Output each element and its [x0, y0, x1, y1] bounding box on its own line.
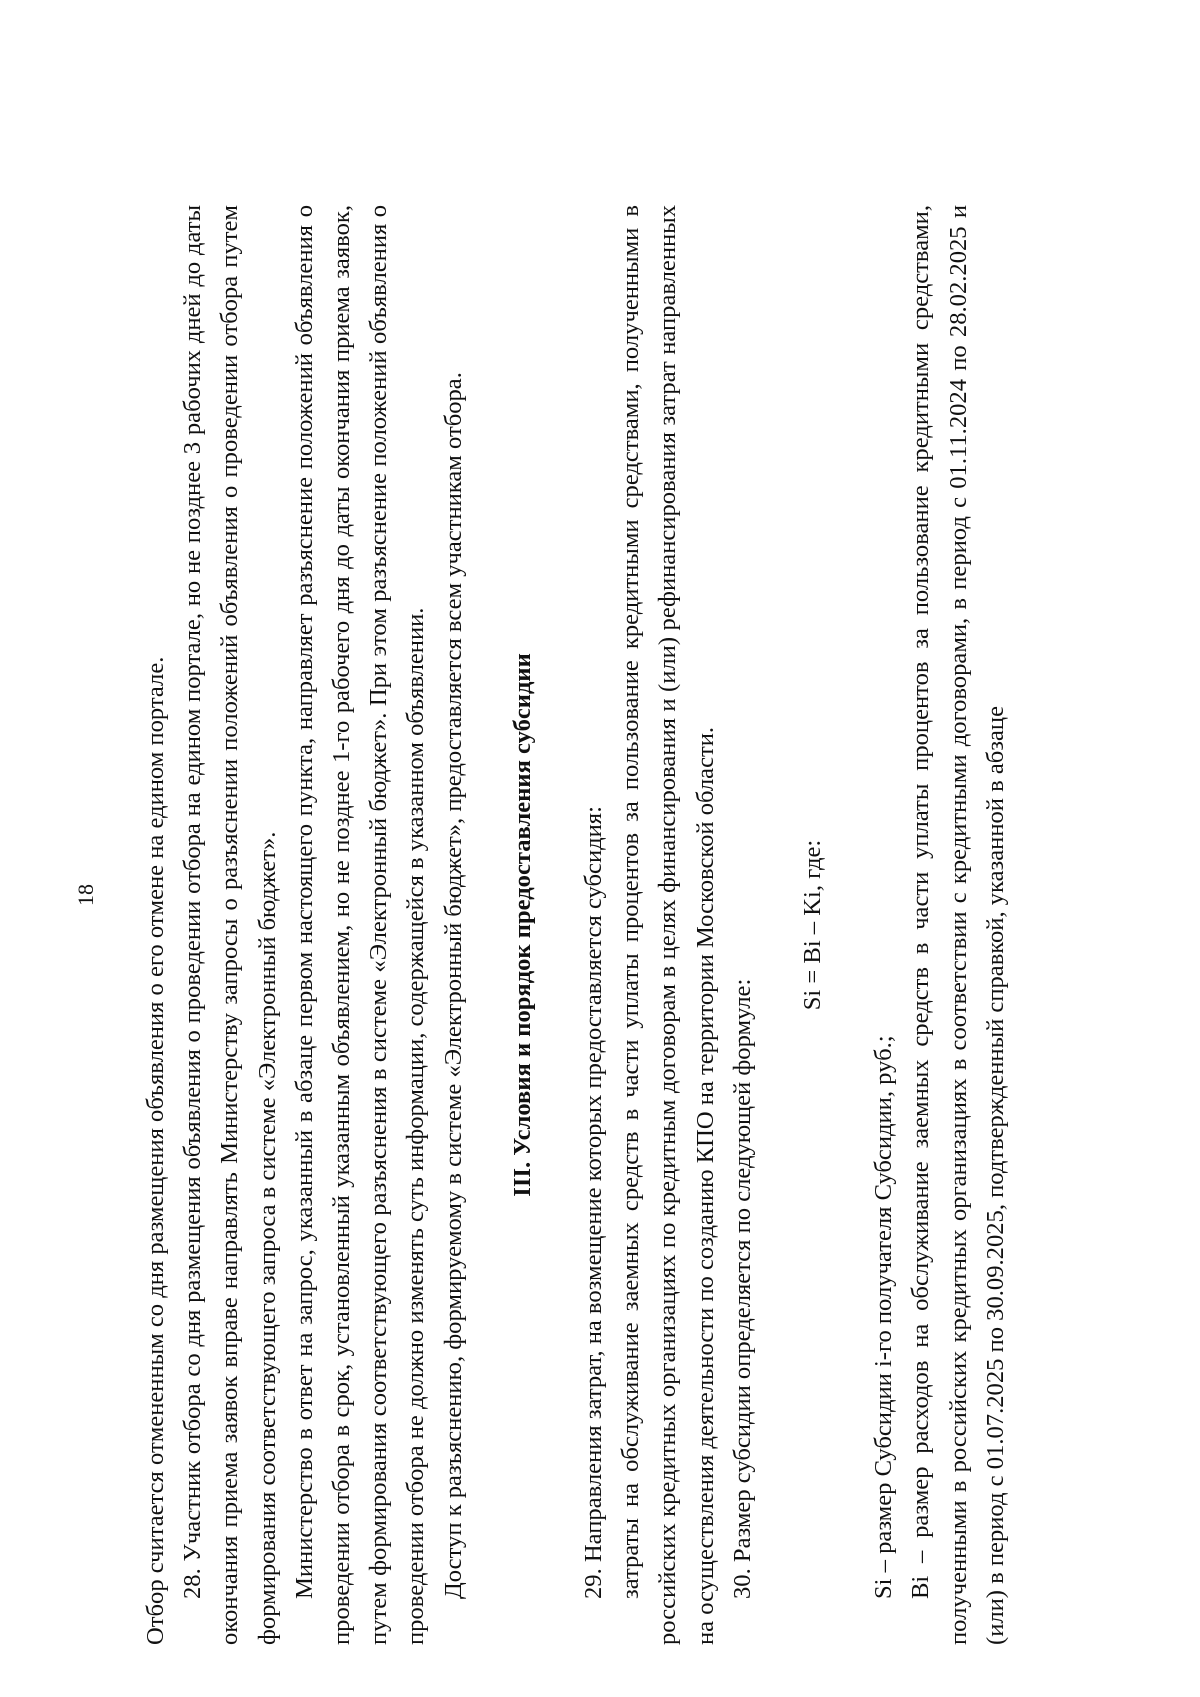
paragraph-29: 29. Направления затрат, на возмещение которых предоставляется субсидия: [580, 806, 608, 1599]
paragraph-30: 30. Размер субсидии определяется по следующей формуле: [728, 978, 756, 1599]
paragraph-ministry-response: Министерство в ответ на запрос, указанный в абзаце первом настоящего пункта, направляет разъяснение положений объявления о проведении отбора в срок, установленный указанным объявлением, но не позднее 1-го рабочего дня до даты окончания приема заявок, путем формирования соответствующего разъяснения в системе «Электронный бюджет». При этом разъяснение положений объявления о проведении отбора не должно изменять суть информации, содержащейся в указанном объявлении. [290, 205, 430, 1645]
section-heading: III. Условия и порядок предоставления субсидии [508, 653, 536, 1197]
subsidy-formula: Si = Bi – Ki, где: [799, 839, 827, 1011]
rotated-document-page [65, 145, 1145, 1645]
definition-bi: Bi – размер расходов на обслуживание заемных средств в части уплаты процентов за пользование кредитными средствами, полученными в российских кредитных организациях в соответствии с кредитными договорами, в период с 01.11.2024 по 28.02.2025 и (или) в период с 01.07.2025 по 30.09.2025, подтвержденный справкой, указанной в абзаце [907, 205, 1009, 1645]
paragraph-cancellation: Отбор считается отмененным со дня размещения объявления о его отмене на едином портале. [142, 656, 169, 1645]
paragraph-access-clarification: Доступ к разъяснению, формируемому в системе «Электронный бюджет», предоставляется всем участникам отбора. [439, 372, 467, 1599]
definition-si: Si – размер Субсидии i-го получателя Субсидии, руб.; [870, 1035, 898, 1599]
paragraph-cost-directions: затраты на обслуживание заемных средств в части уплаты процентов за пользование кредитными средствами, полученными в российских кредитных организациях по кредитным договорам в целях финансирования и (или) рефинансирования затрат направленных на осуществления деятельности по созданию КПО на территории Московской области. [617, 205, 719, 1645]
paragraph-28: 28. Участник отбора со дня размещения объявления о проведении отбора на едином портале, но не позднее 3 рабочих дней до даты окончания приема заявок вправе направлять Министерству запросы о разъяснении положений объявления о проведении отбора путем формирования соответствующего запроса в системе «Электронный бюджет». [179, 205, 281, 1645]
page-number: 18 [73, 884, 98, 906]
document-body [137, 205, 1014, 1645]
